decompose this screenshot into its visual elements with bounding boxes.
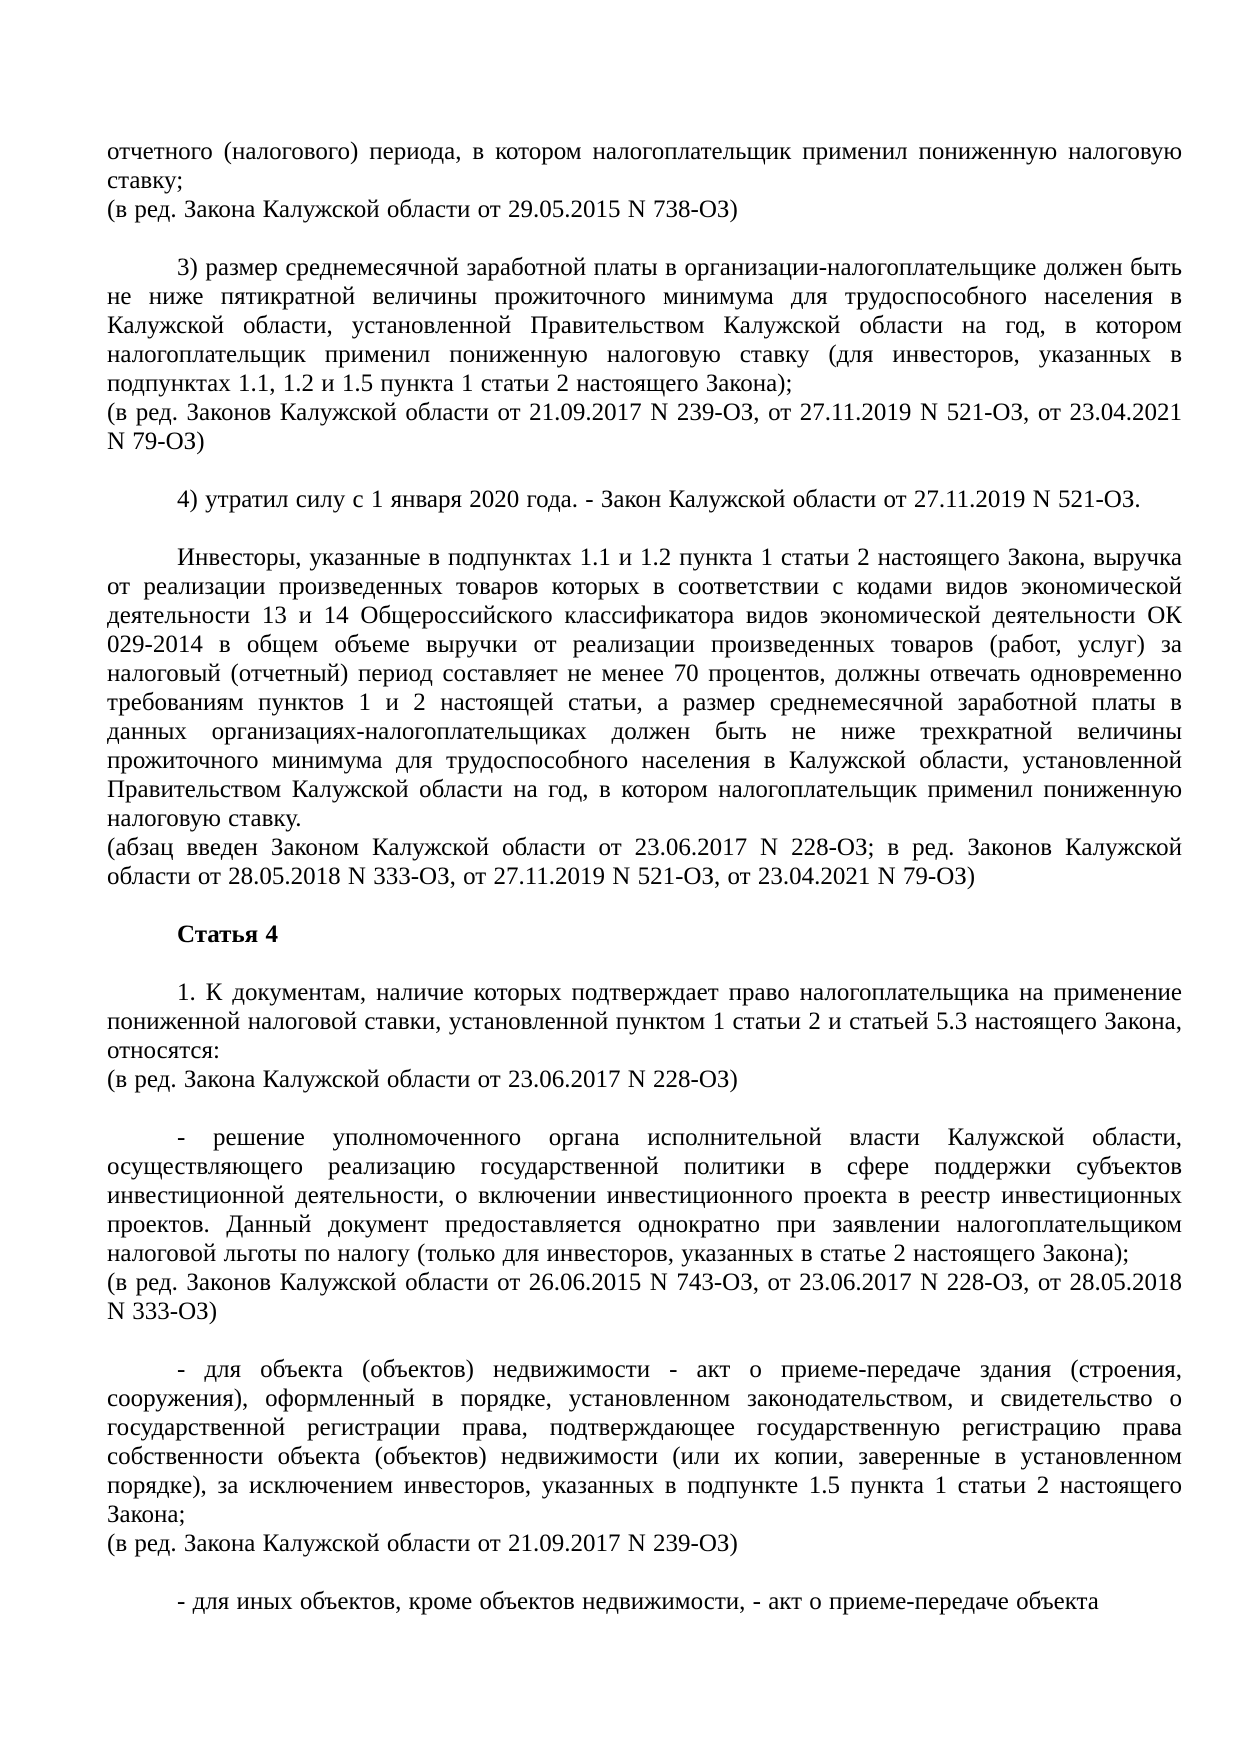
amendment-note: (в ред. Закона Калужской области от 29.05.2015 N 738-ОЗ) [107, 196, 738, 223]
paragraph-continuation: отчетного (налогового) периода, в котором налогоплательщик применил пониженную налоговую ставку; [107, 138, 1182, 194]
paragraph-item-4: 4) утратил силу с 1 января 2020 года. - Закон Калужской области от 27.11.2019 N 521-ОЗ. [177, 486, 1141, 513]
amendment-note: (в ред. Законов Калужской области от 21.09.2017 N 239-ОЗ, от 27.11.2019 N 521-ОЗ, от 23.04.2021 N 79-ОЗ) [107, 399, 1182, 455]
amendment-note: (абзац введен Законом Калужской области от 23.06.2017 N 228-ОЗ; в ред. Законов Калужской области от 28.05.2018 N 333-ОЗ, от 27.11.2019 N 521-ОЗ, от 23.04.2021 N 79-ОЗ) [107, 834, 1182, 890]
paragraph-item-3: 3) размер среднемесячной заработной платы в организации-налогоплательщике должен быть не ниже пятикратной величины прожиточного минимума для трудоспособного населения в Калужской области, установленной Правительством Калужской области на год, в котором налогоплательщик применил пониженную налоговую ставку (для инвесторов, указанных в подпунктах 1.1, 1.2 и 1.5 пункта 1 статьи 2 настоящего Закона); [107, 254, 1182, 397]
paragraph-dash-other-objects: - для иных объектов, кроме объектов недвижимости, - акт о приеме-передаче объекта [177, 1588, 1099, 1615]
amendment-note: (в ред. Закона Калужской области от 23.06.2017 N 228-ОЗ) [107, 1066, 738, 1093]
article-heading: Статья 4 [177, 921, 278, 948]
paragraph-point-1: 1. К документам, наличие которых подтверждает право налогоплательщика на применение пониженной налоговой ставки, установленной пунктом 1 статьи 2 и статьей 5.3 настоящего Закона, относятся: [107, 979, 1182, 1064]
amendment-note: (в ред. Закона Калужской области от 21.09.2017 N 239-ОЗ) [107, 1530, 738, 1557]
paragraph-investors: Инвесторы, указанные в подпунктах 1.1 и 1.2 пункта 1 статьи 2 настоящего Закона, выручка от реализации произведенных товаров которых в соответствии с кодами видов экономической деятельности 13 и 14 Общероссийского классификатора видов экономической деятельности ОК 029-2014 в общем объеме выручки от реализации произведенных товаров (работ, услуг) за налоговый (отчетный) период составляет не менее 70 процентов, должны отвечать одновременно требованиям пунктов 1 и 2 настоящей статьи, а размер среднемесячной заработной платы в данных организациях-налогоплательщиках должен быть не ниже трехкратной величины прожиточного минимума для трудоспособного населения в Калужской области, установленной Правительством Калужской области на год, в котором налогоплательщик применил пониженную налоговую ставку. [107, 544, 1182, 832]
paragraph-dash-realty: - для объекта (объектов) недвижимости - акт о приеме-передаче здания (строения, сооружения), оформленный в порядке, установленном законодательством, и свидетельство о государственной регистрации права, подтверждающее государственную регистрацию права собственности объекта (объектов) недвижимости (или их копии, заверенные в установленном порядке), за исключением инвесторов, указанных в подпункте 1.5 пункта 1 статьи 2 настоящего Закона; [107, 1356, 1182, 1528]
amendment-note: (в ред. Законов Калужской области от 26.06.2015 N 743-ОЗ, от 23.06.2017 N 228-ОЗ, от 28.05.2018 N 333-ОЗ) [107, 1269, 1182, 1325]
paragraph-dash-decision: - решение уполномоченного органа исполнительной власти Калужской области, осуществляющего реализацию государственной политики в сфере поддержки субъектов инвестиционной деятельности, о включении инвестиционного проекта в реестр инвестиционных проектов. Данный документ предоставляется однократно при заявлении налогоплательщиком налоговой льготы по налогу (только для инвесторов, указанных в статье 2 настоящего Закона); [107, 1124, 1182, 1267]
